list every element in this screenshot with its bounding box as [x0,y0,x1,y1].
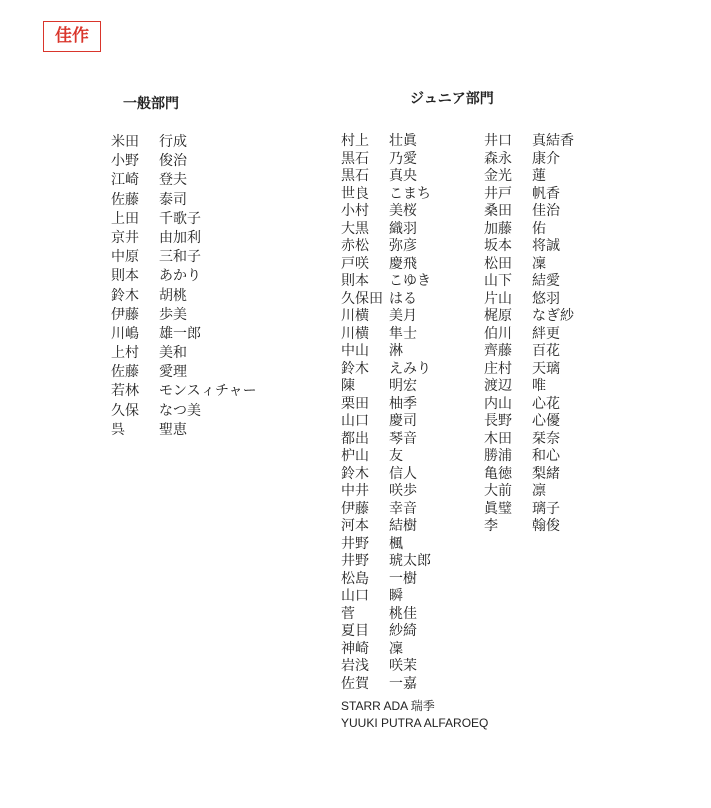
surname: 木田 [484,430,512,447]
given-name: 三和子 [159,249,201,266]
surname: 神崎 [341,640,369,657]
given-name: 帆香 [532,185,560,202]
surname: 岩浅 [341,658,369,674]
given-name: あかり [159,268,201,285]
surname: 井口 [484,133,512,149]
list-item [341,168,431,186]
surname: 川横 [341,308,369,324]
list-item [341,571,431,589]
given-name: 登夫 [159,172,187,189]
given-name: こゆき [389,273,431,289]
surname: 佐賀 [341,675,369,692]
given-name: 璃子 [532,500,560,517]
given-name: 栞奈 [532,430,560,447]
list-item [111,229,257,248]
given-name: 真央 [389,168,417,184]
list-item [484,483,574,501]
surname: 勝浦 [484,448,512,464]
surname: 山口 [341,588,369,604]
surname: 大黒 [341,220,369,237]
surname: 松田 [484,255,512,272]
surname: 金光 [484,168,512,184]
given-name: 幸音 [389,500,417,517]
given-name: なつ美 [159,402,201,419]
list-item [484,343,574,361]
given-name: 将誠 [532,238,560,254]
given-name: 琥太郎 [389,553,431,569]
surname: 小野 [111,153,139,170]
given-name: 瞬 [389,588,403,604]
surname: 庄村 [484,360,512,377]
list-item [341,291,431,309]
surname: 李 [484,518,498,534]
list-item [111,287,257,306]
given-name: 織羽 [389,220,417,237]
surname: 渡辺 [484,378,512,394]
list-item [484,413,574,431]
list-item [484,431,574,449]
list-item [111,191,257,210]
list-item [341,343,431,361]
surname: 井野 [341,553,369,569]
list-item [484,151,574,169]
given-name: 凜 [389,640,403,657]
list-item [111,152,257,171]
given-name: 心花 [532,395,560,412]
list-item [341,326,431,344]
list-item [111,421,257,440]
list-item [111,306,257,325]
list-item [111,363,257,382]
given-name: 心優 [532,413,560,429]
surname: 中山 [341,343,369,359]
given-name: 歩美 [159,306,187,323]
surname: 枦山 [341,448,369,464]
given-name: 康介 [532,150,560,167]
list-item [341,483,431,501]
junior-division-heading: ジュニア部門 [410,91,494,107]
list-item [341,536,431,554]
surname: 伊藤 [341,500,369,517]
list-item [484,256,574,274]
list-item [484,361,574,379]
surname: 村上 [341,133,369,149]
given-name: 柚季 [389,395,417,412]
surname: 井野 [341,535,369,552]
list-item [484,238,574,256]
list-item [111,325,257,344]
list-item [111,248,257,267]
surname: 亀徳 [484,465,512,482]
given-name: 凛 [532,483,546,499]
list-item [484,501,574,519]
surname: 京井 [111,229,139,246]
given-name: モンスィチャー [159,383,257,400]
surname: 則本 [341,273,369,289]
given-name: 壮眞 [389,133,417,149]
surname: 中井 [341,483,369,499]
given-name: 一樹 [389,570,417,587]
given-name: 結樹 [389,518,417,534]
surname: 佐藤 [111,364,139,381]
given-name: 友 [389,448,403,464]
given-name: 美和 [159,345,187,362]
given-name: 琴音 [389,430,417,447]
surname: 松島 [341,570,369,587]
surname: 米田 [111,134,139,150]
list-item [484,221,574,239]
list-item [341,466,431,484]
surname: 上田 [111,210,139,227]
list-item [341,658,431,676]
given-name: 泰司 [159,191,187,208]
surname: 栗田 [341,395,369,412]
surname: 河本 [341,518,369,534]
surname: 則本 [111,268,139,285]
list-item [484,168,574,186]
list-item [341,273,431,291]
surname: 伊藤 [111,306,139,323]
given-name: 胡桃 [159,287,187,304]
given-name: 真結香 [532,133,574,149]
junior-extra-name: STARR ADA 瑞季 [341,699,435,713]
list-item [341,238,431,256]
list-item [484,203,574,221]
given-name: 淋 [389,343,403,359]
list-item [341,431,431,449]
surname: 中原 [111,249,139,266]
given-name: 行成 [159,134,187,150]
surname: 川横 [341,325,369,342]
list-item [341,623,431,641]
list-item [484,466,574,484]
surname: 呉 [111,421,125,438]
surname: 大前 [484,483,512,499]
list-item [111,133,257,152]
surname: 黒石 [341,150,369,167]
surname: 長野 [484,413,512,429]
list-item [341,676,431,694]
surname: 坂本 [484,238,512,254]
list-item [341,448,431,466]
given-name: 隼士 [389,325,417,342]
list-item [111,171,257,190]
list-item [341,501,431,519]
surname: 江崎 [111,172,139,189]
given-name: 佳治 [532,203,560,219]
given-name: 凜 [532,255,546,272]
list-item [484,291,574,309]
list-item [341,396,431,414]
given-name: 絆更 [532,325,560,342]
surname: 山口 [341,413,369,429]
list-item [484,448,574,466]
given-name: 乃愛 [389,150,417,167]
given-name: 聖恵 [159,421,187,438]
surname: 眞璧 [484,500,512,517]
list-item [341,606,431,624]
list-item [484,133,574,151]
surname: 井戸 [484,185,512,202]
given-name: 由加利 [159,229,201,246]
given-name: 弥彦 [389,238,417,254]
given-name: 俊治 [159,153,187,170]
list-item [111,267,257,286]
given-name: はる [389,290,417,307]
given-name: 天璃 [532,360,560,377]
junior-division-list-1 [341,133,431,693]
surname: 戸咲 [341,255,369,272]
list-item [341,133,431,151]
given-name: 紗綺 [389,623,417,639]
list-item [111,344,257,363]
surname: 鈴木 [341,360,369,377]
list-item [111,382,257,401]
surname: 加藤 [484,220,512,237]
award-badge: 佳作 [43,21,101,52]
list-item [484,396,574,414]
given-name: 明宏 [389,378,417,394]
given-name: 悠羽 [532,290,560,307]
list-item [341,203,431,221]
given-name: 千歌子 [159,210,201,227]
surname: 鈴木 [341,465,369,482]
surname: 川嶋 [111,325,139,342]
list-item [341,221,431,239]
given-name: なぎ紗 [532,308,574,324]
junior-extra-name: YUUKI PUTRA ALFAROEQ [341,716,489,730]
surname: 赤松 [341,238,369,254]
surname: 黒石 [341,168,369,184]
given-name: 百花 [532,343,560,359]
list-item [341,518,431,536]
given-name: えみり [389,360,431,377]
list-item [341,413,431,431]
list-item [484,326,574,344]
list-item [341,361,431,379]
given-name: 咲歩 [389,483,417,499]
list-item [484,273,574,291]
given-name: こまち [389,185,431,202]
surname: 世良 [341,185,369,202]
list-item [484,518,574,536]
list-item [111,210,257,229]
given-name: 信人 [389,465,417,482]
surname: 鈴木 [111,287,139,304]
surname: 久保田 [341,290,383,307]
surname: 内山 [484,395,512,412]
list-item [111,402,257,421]
surname: 伯川 [484,325,512,342]
given-name: 慶司 [389,413,417,429]
list-item [341,186,431,204]
given-name: 一嘉 [389,675,417,692]
general-division-list [111,133,257,440]
surname: 夏目 [341,623,369,639]
list-item [341,553,431,571]
list-item [341,641,431,659]
list-item [341,588,431,606]
given-name: 慶飛 [389,255,417,272]
list-item [484,378,574,396]
junior-division-list-2 [484,133,574,536]
given-name: 梨緒 [532,465,560,482]
given-name: 蓮 [532,168,546,184]
surname: 齊藤 [484,343,512,359]
given-name: 愛理 [159,364,187,381]
general-division-heading: 一般部門 [123,96,179,112]
given-name: 佑 [532,220,546,237]
given-name: 美桜 [389,203,417,219]
given-name: 楓 [389,535,403,552]
list-item [341,378,431,396]
surname: 小村 [341,203,369,219]
given-name: 咲茉 [389,658,417,674]
list-item [484,186,574,204]
given-name: 美月 [389,308,417,324]
list-item [484,308,574,326]
surname: 若林 [111,383,139,400]
surname: 片山 [484,290,512,307]
given-name: 和心 [532,448,560,464]
surname: 菅 [341,605,355,622]
list-item [341,308,431,326]
given-name: 雄一郎 [159,325,201,342]
given-name: 翰俊 [532,518,560,534]
surname: 陳 [341,378,355,394]
surname: 都出 [341,430,369,447]
surname: 久保 [111,402,139,419]
list-item [341,256,431,274]
surname: 上村 [111,345,139,362]
surname: 山下 [484,273,512,289]
surname: 森永 [484,150,512,167]
surname: 桑田 [484,203,512,219]
given-name: 桃佳 [389,605,417,622]
given-name: 唯 [532,378,546,394]
surname: 佐藤 [111,191,139,208]
list-item [341,151,431,169]
surname: 梶原 [484,308,512,324]
given-name: 結愛 [532,273,560,289]
